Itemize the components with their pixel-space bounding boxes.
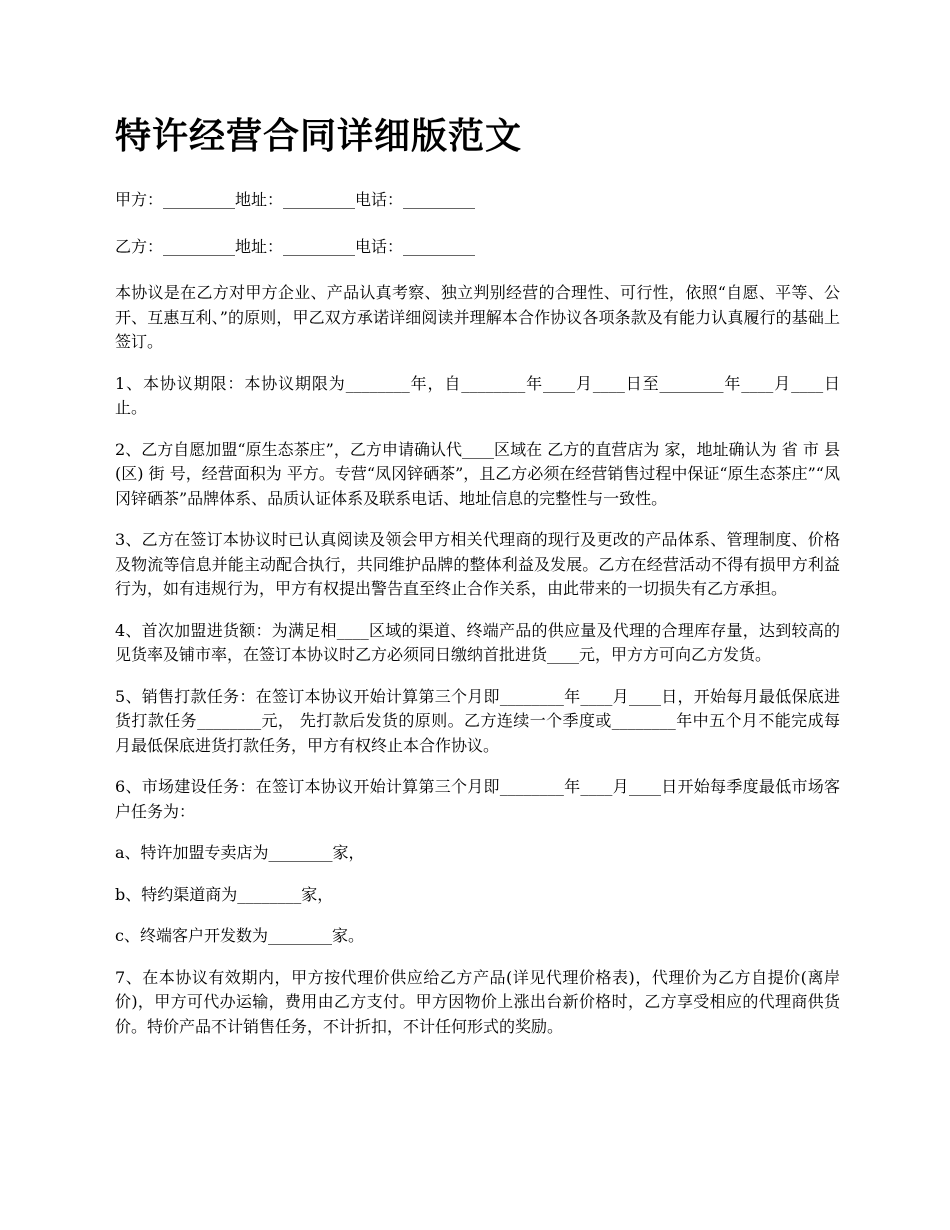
clause-6-market-task: 6、市场建设任务：在签订本协议开始计算第三个月即________年____月____日开始每季度最低市场客户任务为： <box>115 777 840 821</box>
party-b-line: 乙方：_________地址：_________电话：_________ <box>115 236 476 256</box>
clause-5-payment-task: 5、销售打款任务：在签订本协议开始计算第三个月即________年____月____日，开始每月最低保底进货打款任务________元， 先打款后发货的原则。乙方连续一个季度或________年中五个月不能完成每月最低保底进货打款任务，甲方有权终止本合作协议。 <box>115 686 840 755</box>
document-title: 特许经营合同详细版范文 <box>115 115 523 157</box>
clause-6a-stores: a、特许加盟专卖店为________家， <box>115 843 365 862</box>
preamble-paragraph: 本协议是在乙方对甲方企业、产品认真考察、独立判别经营的合理性、可行性，依照“自愿、平等、公开、互惠互利、”的原则，甲乙双方承诺详细阅读并理解本合作协议各项条款及有能力认真履行的基础上签订。 <box>115 283 840 351</box>
clause-3-compliance: 3、乙方在签订本协议时已认真阅读及领会甲方相关代理商的现行及更改的产品体系、管理制度、价格及物流等信息并能主动配合执行，共同维护品牌的整体利益及发展。乙方在经营活动不得有损甲方利益行为，如有违规行为，甲方有权提出警告直至终止合作关系，由此带来的一切损失有乙方承担。 <box>115 530 840 598</box>
clause-7-pricing: 7、在本协议有效期内，甲方按代理价供应给乙方产品(详见代理价格表)，代理价为乙方自提价(离岸价)，甲方可代办运输，费用由乙方支付。甲方因物价上涨出台新价格时，乙方享受相应的代理商供货价。特价产品不计销售任务，不计折扣，不计任何形式的奖励。 <box>115 967 840 1036</box>
clause-1-term: 1、本协议期限：本协议期限为________年，自________年____月____日至________年____月____日止。 <box>115 373 840 417</box>
document-page <box>115 108 840 1056</box>
clause-6c-customers: c、终端客户开发数为________家。 <box>115 926 364 945</box>
clause-4-initial-order: 4、首次加盟进货额：为满足相____区域的渠道、终端产品的供应量及代理的合理库存量，达到较高的见货率及铺市率，在签订本协议时乙方必须同日缴纳首批进货____元，甲方方可向乙方发货。 <box>115 620 840 664</box>
clause-6b-channels: b、特约渠道商为________家， <box>115 884 334 904</box>
party-a-line: 甲方：_________地址：_________电话：_________ <box>115 190 476 209</box>
clause-2-franchise: 2、乙方自愿加盟“原生态茶庄”，乙方申请确认代____区域在 乙方的直营店为 家，地址确认为 省 市 县(区) 街 号，经营面积为 平方。专营“凤冈锌硒茶”，且乙方必须在经营销售过程中保证“原生态茶庄”“凤冈锌硒茶”品牌体系、品质认证体系及联系电话、地址信息的完整性与一致性。 <box>115 439 840 508</box>
